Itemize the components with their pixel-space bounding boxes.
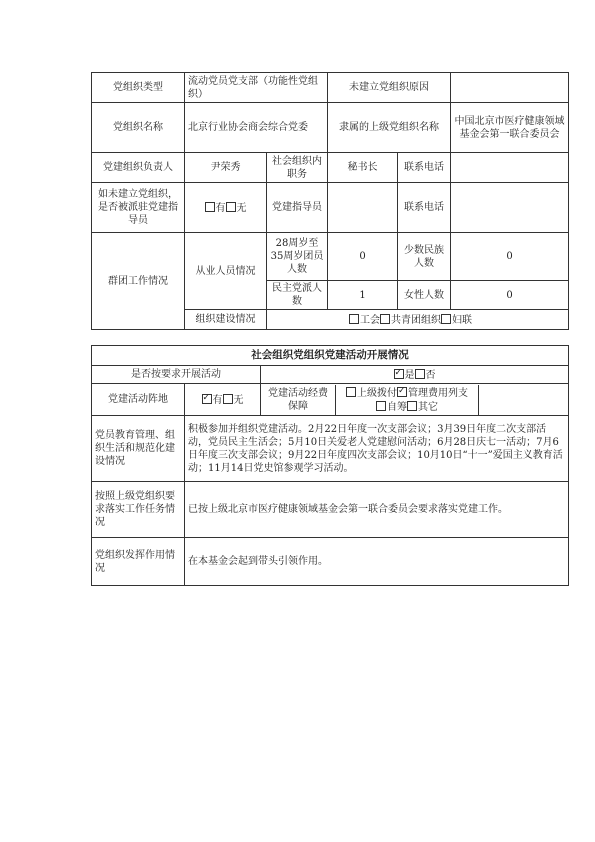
phone-label: 联系电话 (398, 153, 451, 183)
org-type-value: 流动党员党支部（功能性党组织） (185, 73, 328, 103)
venue-options (185, 384, 261, 416)
org-name-value: 北京行业协会商会综合党委 (185, 103, 328, 153)
checkbox-icon[interactable] (223, 394, 233, 404)
activity-section-header: 社会组织党组织党建活动开展情况 (92, 346, 569, 366)
instructor-yes: 有 (215, 202, 226, 214)
instructor-no: 无 (236, 202, 247, 214)
fund-opt-other: 其它 (418, 401, 438, 413)
fund-opt-self: 自筹 (387, 401, 407, 413)
instructor-question: 如未建立党组织，是否被派驻党建指导员 (92, 183, 185, 233)
duty-label: 社会组织内职务 (267, 153, 328, 183)
fund-blank (479, 385, 569, 415)
instructor-checkbox-group (185, 183, 267, 233)
checkbox-icon[interactable] (205, 202, 215, 212)
role-label: 党组织发挥作用情况 (92, 538, 185, 586)
checkbox-checked-icon[interactable] (202, 394, 212, 404)
no-org-reason-label: 未建立党组织原因 (328, 73, 451, 103)
checkbox-checked-icon[interactable] (397, 387, 407, 397)
org-opt-youth-league: 共青团组织 (391, 314, 441, 326)
group-work-label: 群团工作情况 (92, 233, 185, 330)
org-opt-womens-fed: 妇联 (452, 314, 472, 326)
venue-yes: 有 (212, 394, 223, 406)
checkbox-icon[interactable] (346, 387, 356, 397)
party-activity-table (91, 345, 569, 586)
fund-opt-superior: 上级拨付 (357, 387, 397, 399)
org-opt-union: 工会 (360, 314, 380, 326)
impl-value: 已按上级北京市医疗健康领域基金会第一联合委员会要求落实党建工作。 (185, 482, 569, 538)
instructor-value (328, 183, 398, 233)
req-activity-label: 是否按要求开展活动 (92, 366, 261, 384)
impl-label: 按照上级党组织要求落实工作任务情况 (92, 482, 185, 538)
duty-value: 秘书长 (328, 153, 398, 183)
fund-opt-mgmt: 管理费用列支 (408, 387, 468, 399)
phone2-value (451, 183, 569, 233)
party-org-info-table (91, 72, 569, 330)
checkbox-checked-icon[interactable] (394, 369, 404, 379)
parent-org-label: 隶属的上级党组织名称 (328, 103, 451, 153)
checkbox-icon[interactable] (415, 369, 425, 379)
checkbox-icon[interactable] (226, 202, 236, 212)
minority-label: 少数民族人数 (398, 233, 451, 281)
checkbox-icon[interactable] (380, 314, 390, 324)
fund-inner-table (261, 385, 568, 415)
checkbox-icon[interactable] (376, 401, 386, 411)
checkbox-icon[interactable] (407, 401, 417, 411)
checkbox-icon[interactable] (349, 314, 359, 324)
org-name-label: 党组织名称 (92, 103, 185, 153)
staff-label: 从业人员情况 (185, 233, 267, 310)
fund-cell (261, 384, 569, 416)
phone2-label: 联系电话 (398, 183, 451, 233)
female-value: 0 (451, 281, 569, 310)
venue-no: 无 (233, 394, 244, 406)
minority-value: 0 (451, 233, 569, 281)
req-activity-options (261, 366, 569, 384)
no-org-reason-value (451, 73, 569, 103)
leader-value: 尹荣秀 (185, 153, 267, 183)
org-building-options (267, 310, 569, 330)
org-building-label: 组织建设情况 (185, 310, 267, 330)
instructor-label: 党建指导员 (267, 183, 328, 233)
fund-label: 党建活动经费保障 (261, 385, 336, 415)
female-label: 女性人数 (398, 281, 451, 310)
leader-label: 党建组织负责人 (92, 153, 185, 183)
venue-label: 党建活动阵地 (92, 384, 185, 416)
edu-value: 积极参加并组织党建活动。2月22日年度一次支部会议；3月39日年度二次支部活动，党员民主生活会；5月10日关爱老人党建慰问活动；6月28日庆七一活动；7月6日年度三次支部会议；9月22日年度四次支部会议；10月10日“十一”爱国主义教育活动；11月14日党史馆参观学习活动。 (185, 416, 569, 482)
org-type-label: 党组织类型 (92, 73, 185, 103)
youth-value: 0 (328, 233, 398, 281)
checkbox-icon[interactable] (441, 314, 451, 324)
parent-org-value: 中国北京市医疗健康领域基金会第一联合委员会 (451, 103, 569, 153)
youth-label: 28周岁至35周岁团员人数 (267, 233, 328, 281)
edu-label: 党员教育管理、组织生活和规范化建设情况 (92, 416, 185, 482)
role-value: 在本基金会起到带头引领作用。 (185, 538, 569, 586)
req-yes: 是 (404, 369, 415, 381)
democratic-label: 民主党派人数 (267, 281, 328, 310)
democratic-value: 1 (328, 281, 398, 310)
phone-value (451, 153, 569, 183)
req-no: 否 (425, 369, 436, 381)
fund-options (336, 385, 479, 415)
